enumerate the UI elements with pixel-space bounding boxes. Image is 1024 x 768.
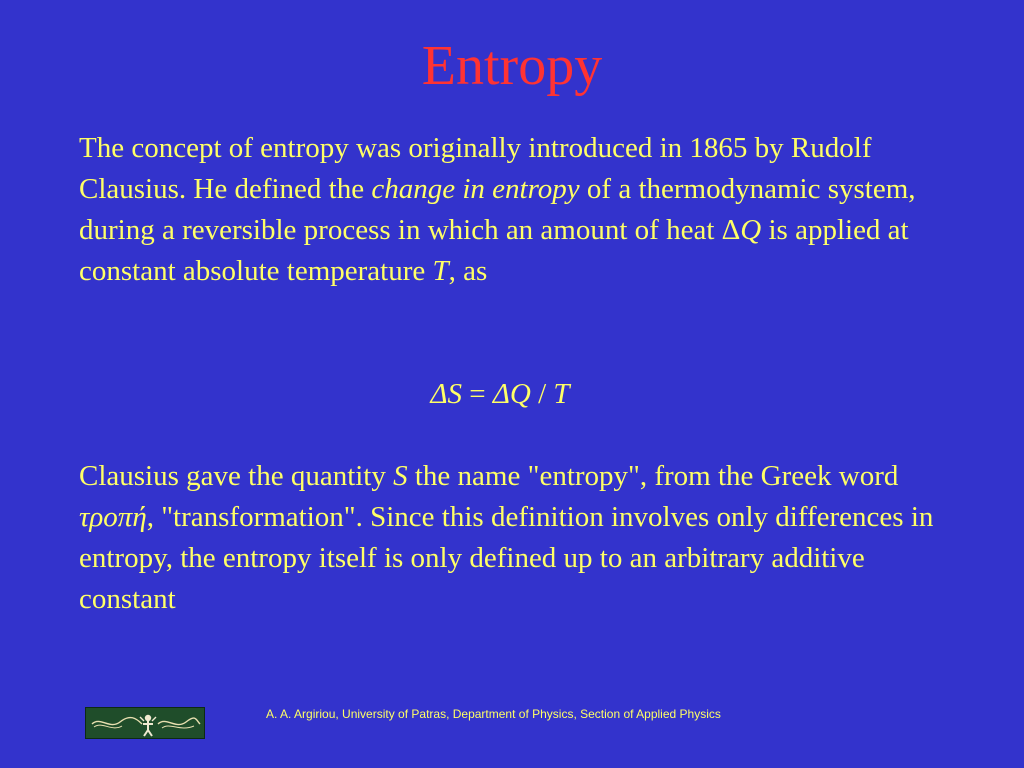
entropy-formula (0, 374, 1000, 415)
paragraph1-italic-change-in-entropy: change in entropy (371, 173, 580, 205)
paragraph2-text-3: , "transformation". Since this definition involves only differences in entropy, the entropy itself is only defined up to an arbitrary additive constant (79, 501, 934, 615)
formula-divide: / (530, 378, 554, 410)
paragraph1-italic-q: Q (740, 214, 762, 246)
formula-lhs: ΔS (430, 378, 462, 410)
paragraph-naming (79, 456, 939, 620)
paragraph2-text-2: the name "entropy", from the Greek word (407, 460, 899, 492)
slide-title: Entropy (421, 35, 603, 97)
formula-equals: = (462, 378, 493, 410)
paragraph-introduction (79, 128, 939, 292)
paragraph2-italic-s: S (393, 460, 408, 492)
paragraph1-text-4: , as (448, 255, 488, 287)
footer-credit: A. A. Argiriou, University of Patras, Department of Physics, Section of Applied Physics (266, 707, 721, 721)
paragraph2-text-1: Clausius gave the quantity (79, 460, 394, 492)
paragraph1-italic-t: T (432, 255, 449, 287)
university-logo-icon (85, 707, 205, 739)
paragraph1-text-1: The concept of entropy was originally introduced in 1865 by Rudolf Clausius. He defined the (79, 132, 872, 205)
formula-numerator: ΔQ (492, 378, 531, 410)
paragraph1-text-2: of a thermodynamic system, during a reversible process in which an amount of heat Δ (79, 173, 916, 246)
paragraph2-italic-greek-word: τροπή (79, 501, 147, 533)
formula-denominator: T (553, 378, 570, 410)
paragraph1-text-3: is applied at constant absolute temperature (79, 214, 909, 287)
